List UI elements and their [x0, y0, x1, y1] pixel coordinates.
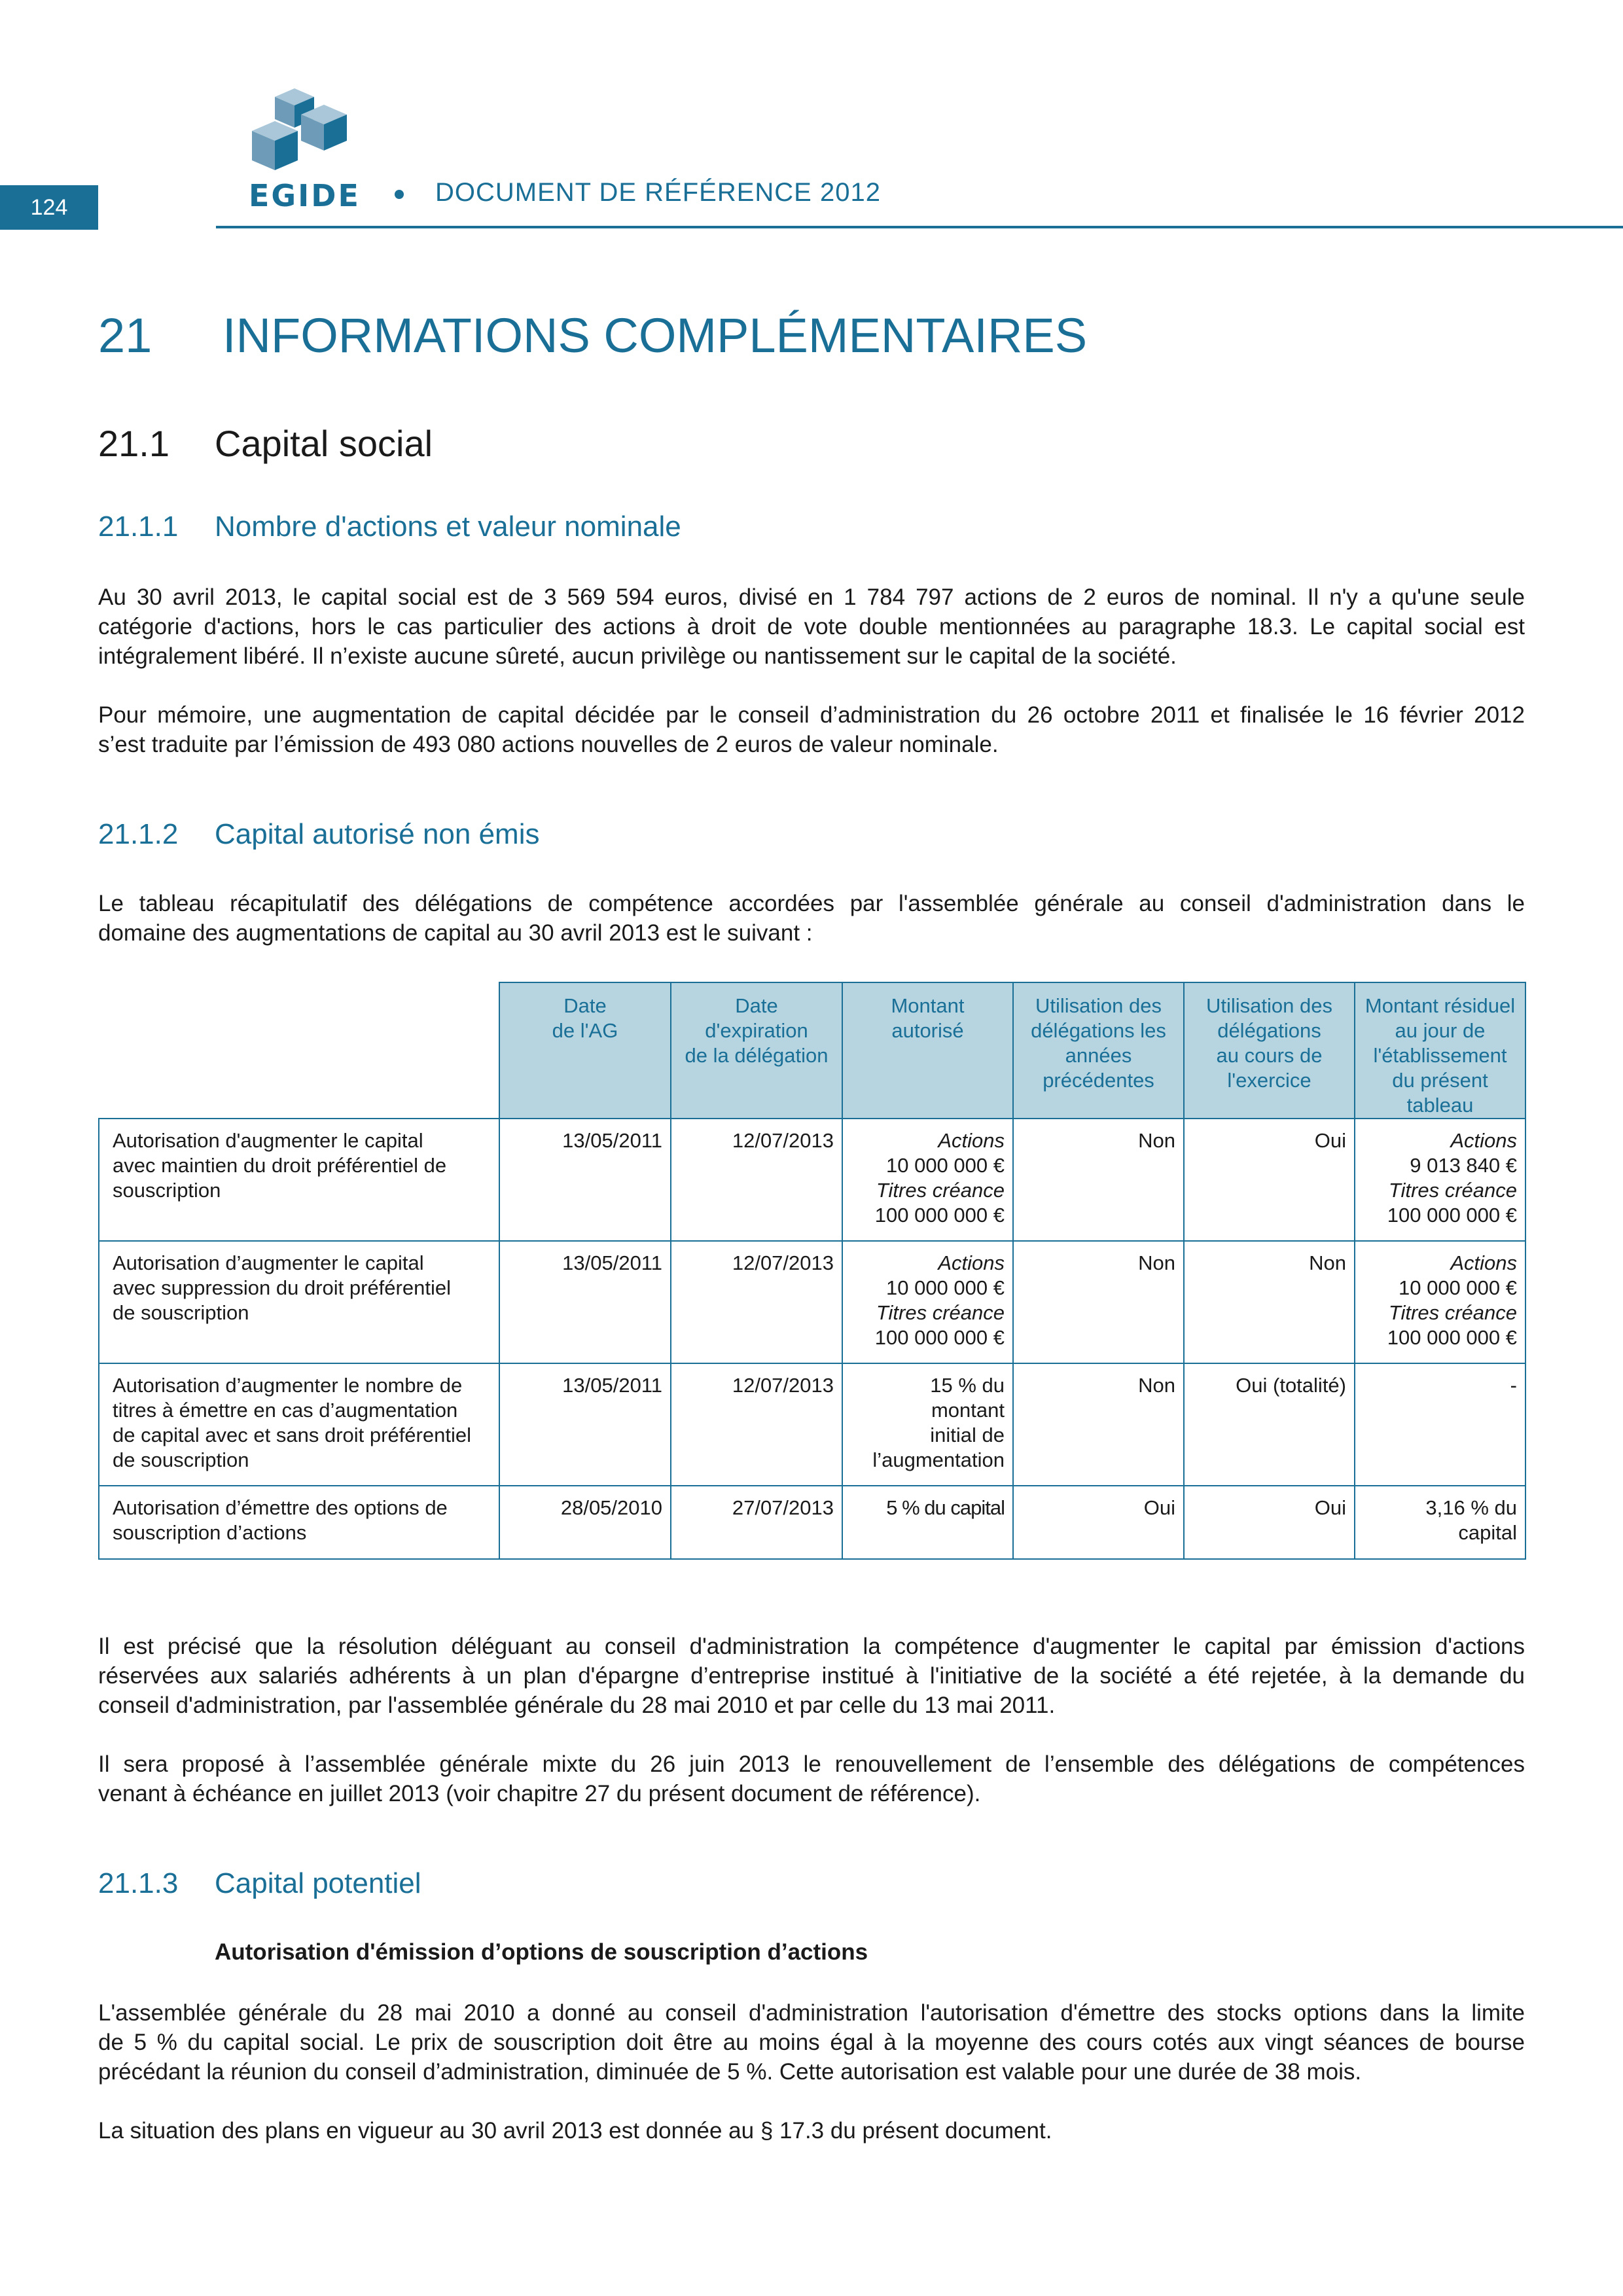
cell-utilisation-precedentes: Oui — [1013, 1486, 1184, 1559]
paragraph-situation-plans — [98, 2116, 1525, 2145]
text-line: Il est précisé que la résolution déléguant au conseil d'administration la compétence d'augmenter le capital par émission d'actions — [98, 1634, 1525, 1659]
document-title: DOCUMENT DE RÉFÉRENCE 2012 — [435, 178, 881, 207]
amount-line: - — [1510, 1374, 1517, 1397]
header-line: Montant résiduel — [1364, 994, 1516, 1017]
section-heading — [98, 308, 1087, 363]
label-line: de capital avec et sans droit préférentiel — [113, 1424, 471, 1446]
paragraph-stock-options — [98, 1998, 1525, 2087]
text-line: conseil d'administration, par l'assemblée générale du 28 mai 2010 et par celle du 13 mai 2011. — [98, 1693, 1056, 1718]
col-header-montant-autorise — [842, 982, 1013, 1119]
header-line: Utilisation des — [1035, 994, 1162, 1017]
amount-line: 3,16 % du — [1425, 1496, 1517, 1519]
subsection-title: Capital social — [215, 423, 433, 464]
header-line: précédentes — [1043, 1069, 1154, 1092]
header-line: au jour de — [1395, 1019, 1486, 1042]
header-line: Utilisation des — [1206, 994, 1332, 1017]
cell-montant-autorise — [842, 1486, 1013, 1559]
paragraph-renouvellement — [98, 1749, 1525, 1808]
text-line: s’est traduite par l’émission de 493 080 actions nouvelles de 2 euros de valeur nominale. — [98, 732, 999, 757]
cell-montant-autorise — [842, 1119, 1013, 1241]
text-line: précédant la réunion du conseil d’administration, diminuée de 5 %. Cette autorisation est valable pour une durée de 38 mois. — [98, 2059, 1362, 2085]
header-line: l'exercice — [1227, 1069, 1311, 1092]
amount-line: Actions — [938, 1251, 1005, 1274]
cell-montant-residuel — [1355, 1486, 1525, 1559]
amount-line: 100 000 000 € — [874, 1326, 1005, 1349]
header-line: Montant — [891, 994, 965, 1017]
label-line: titres à émettre en cas d’augmentation — [113, 1399, 458, 1422]
header-line: Date — [563, 994, 607, 1017]
amount-line: Actions — [1450, 1251, 1517, 1274]
text-line: intégralement libéré. Il n’existe aucune sûreté, aucun privilège ou nantissement sur le capital de la société. — [98, 643, 1177, 669]
table-corner — [99, 982, 499, 1119]
amount-line: montant — [931, 1399, 1005, 1422]
header-line: l'établissement — [1373, 1044, 1507, 1067]
text-line: catégorie d'actions, hors le cas particulier des actions à droit de vote double mentionnées au paragraphe 18.3. Le capital social est — [98, 614, 1525, 639]
cell-utilisation-precedentes: Non — [1013, 1241, 1184, 1363]
heading-number: 21.1.2 — [98, 818, 179, 850]
amount-line: 5 % du capital — [886, 1496, 1005, 1519]
label-line: avec suppression du droit préférentiel — [113, 1276, 451, 1299]
label-line: Autorisation d’émettre des options de — [113, 1496, 448, 1519]
row-label — [99, 1486, 499, 1559]
amount-line: capital — [1458, 1521, 1517, 1544]
heading-title: Nombre d'actions et valeur nominale — [215, 511, 681, 543]
cell-utilisation-precedentes: Non — [1013, 1119, 1184, 1241]
text-line: réservées aux salariés adhérents à un plan d'épargne d’entreprise institué à l'initiative de la société a été rejetée, à la demande du — [98, 1663, 1525, 1689]
cell-date-ag: 13/05/2011 — [499, 1241, 671, 1363]
amount-line: Actions — [1450, 1129, 1517, 1152]
cell-montant-autorise — [842, 1241, 1013, 1363]
header-line: autorisé — [891, 1019, 964, 1042]
cell-utilisation-precedentes: Non — [1013, 1363, 1184, 1486]
amount-line: initial de — [930, 1424, 1005, 1446]
label-line: Autorisation d’augmenter le capital — [113, 1251, 424, 1274]
col-header-utilisation-exercice — [1184, 982, 1355, 1119]
amount-line: Titres créance — [1388, 1301, 1517, 1324]
table-row — [99, 1486, 1525, 1559]
cell-date-ag: 28/05/2010 — [499, 1486, 671, 1559]
table-row — [99, 1119, 1525, 1241]
amount-line: 100 000 000 € — [1387, 1326, 1517, 1349]
col-header-montant-residuel — [1355, 982, 1525, 1119]
heading-number: 21.1.1 — [98, 511, 179, 543]
label-line: de souscription — [113, 1448, 249, 1471]
header-line: délégations les — [1031, 1019, 1166, 1042]
cell-montant-residuel — [1355, 1241, 1525, 1363]
paragraph-augmentation — [98, 700, 1525, 759]
cell-montant-residuel — [1355, 1363, 1525, 1486]
paragraph-resolution-rejetee — [98, 1632, 1525, 1720]
cell-date-ag: 13/05/2011 — [499, 1119, 671, 1241]
label-line: souscription — [113, 1179, 221, 1202]
text-line: Pour mémoire, une augmentation de capital décidée par le conseil d’administration du 26 octobre 2011 et finalisée le 16 février 2012 — [98, 702, 1525, 728]
col-header-date-ag — [499, 982, 671, 1119]
text-line: La situation des plans en vigueur au 30 avril 2013 est donnée au § 17.3 du présent document. — [98, 2118, 1052, 2144]
amount-line: 10 000 000 € — [885, 1154, 1005, 1177]
amount-line: 15 % du — [930, 1374, 1005, 1397]
section-title: INFORMATIONS COMPLÉMENTAIRES — [223, 308, 1088, 363]
paragraph-table-intro — [98, 889, 1525, 948]
cell-montant-residuel — [1355, 1119, 1525, 1241]
amount-line: l’augmentation — [872, 1448, 1005, 1471]
row-label — [99, 1119, 499, 1241]
amount-line: Titres créance — [1388, 1179, 1517, 1202]
paragraph-capital-social — [98, 583, 1525, 671]
heading-title: Capital potentiel — [215, 1867, 421, 1899]
col-header-utilisation-precedentes — [1013, 982, 1184, 1119]
label-line: Autorisation d’augmenter le nombre de — [113, 1374, 463, 1397]
header-line: d'expiration — [705, 1019, 808, 1042]
header-bullet — [395, 190, 404, 199]
amount-line: 10 000 000 € — [1398, 1276, 1517, 1299]
cell-montant-autorise — [842, 1363, 1013, 1486]
heading-21-1-2 — [98, 818, 539, 851]
amount-line: 10 000 000 € — [885, 1276, 1005, 1299]
amount-line: Titres créance — [876, 1301, 1005, 1324]
table-row — [99, 1363, 1525, 1486]
label-line: de souscription — [113, 1301, 249, 1324]
label-line: Autorisation d'augmenter le capital — [113, 1129, 423, 1152]
subheading-options: Autorisation d'émission d’options de souscription d’actions — [215, 1939, 868, 1965]
heading-number: 21.1.3 — [98, 1867, 179, 1899]
label-line: avec maintien du droit préférentiel de — [113, 1154, 447, 1177]
amount-line: 100 000 000 € — [1387, 1204, 1517, 1227]
cell-date-expiration: 12/07/2013 — [671, 1241, 842, 1363]
text-line: Au 30 avril 2013, le capital social est de 3 569 594 euros, divisé en 1 784 797 actions de 2 euros de nominal. Il n'y a qu'une seule — [98, 584, 1525, 610]
amount-line: Actions — [938, 1129, 1005, 1152]
text-line: domaine des augmentations de capital au 30 avril 2013 est le suivant : — [98, 920, 813, 946]
subsection-number: 21.1 — [98, 423, 169, 464]
cell-date-expiration: 12/07/2013 — [671, 1119, 842, 1241]
row-label — [99, 1363, 499, 1486]
cell-date-expiration: 12/07/2013 — [671, 1363, 842, 1486]
header-line: de la délégation — [685, 1044, 829, 1067]
header-line: délégations — [1217, 1019, 1321, 1042]
text-line: venant à échéance en juillet 2013 (voir chapitre 27 du présent document de référence). — [98, 1781, 981, 1806]
table-header-row — [99, 982, 1525, 1119]
text-line: Il sera proposé à l’assemblée générale mixte du 26 juin 2013 le renouvellement de l’ensemble des délégations de compétences — [98, 1751, 1525, 1777]
text-line: L'assemblée générale du 28 mai 2010 a donné au conseil d'administration l'autorisation d'émettre des stocks options dans la limite — [98, 2000, 1525, 2026]
cell-utilisation-exercice: Non — [1184, 1241, 1355, 1363]
section-number: 21 — [98, 308, 152, 363]
header-rule — [216, 226, 1623, 228]
header-line: de l'AG — [552, 1019, 618, 1042]
amount-line: 9 013 840 € — [1410, 1154, 1517, 1177]
heading-21-1-1 — [98, 511, 681, 543]
cell-utilisation-exercice: Oui — [1184, 1119, 1355, 1241]
cell-date-ag: 13/05/2011 — [499, 1363, 671, 1486]
col-header-date-expiration — [671, 982, 842, 1119]
header-line: au cours de — [1216, 1044, 1323, 1067]
cell-utilisation-exercice: Oui — [1184, 1486, 1355, 1559]
header-line: Date — [735, 994, 778, 1017]
cell-date-expiration: 27/07/2013 — [671, 1486, 842, 1559]
heading-title: Capital autorisé non émis — [215, 818, 540, 850]
brand-wordmark: EGIDE — [249, 178, 361, 213]
header-line: du présent — [1392, 1069, 1488, 1092]
row-label — [99, 1241, 499, 1363]
heading-21-1-3 — [98, 1867, 421, 1900]
header-line: tableau — [1406, 1094, 1474, 1117]
header-line: années — [1065, 1044, 1132, 1067]
amount-line: 100 000 000 € — [874, 1204, 1005, 1227]
subsection-heading — [98, 422, 433, 465]
page-number: 124 — [0, 185, 98, 230]
text-line: Le tableau récapitulatif des délégations de compétence accordées par l'assemblée générale au conseil d'administration dans le — [98, 891, 1525, 916]
cell-utilisation-exercice: Oui (totalité) — [1184, 1363, 1355, 1486]
table-row — [99, 1241, 1525, 1363]
text-line: de 5 % du capital social. Le prix de souscription doit être au moins égal à la moyenne des cours cotés aux vingt séances de bourse — [98, 2030, 1525, 2055]
delegations-table — [98, 982, 1526, 1560]
amount-line: Titres créance — [876, 1179, 1005, 1202]
label-line: souscription d’actions — [113, 1521, 307, 1544]
